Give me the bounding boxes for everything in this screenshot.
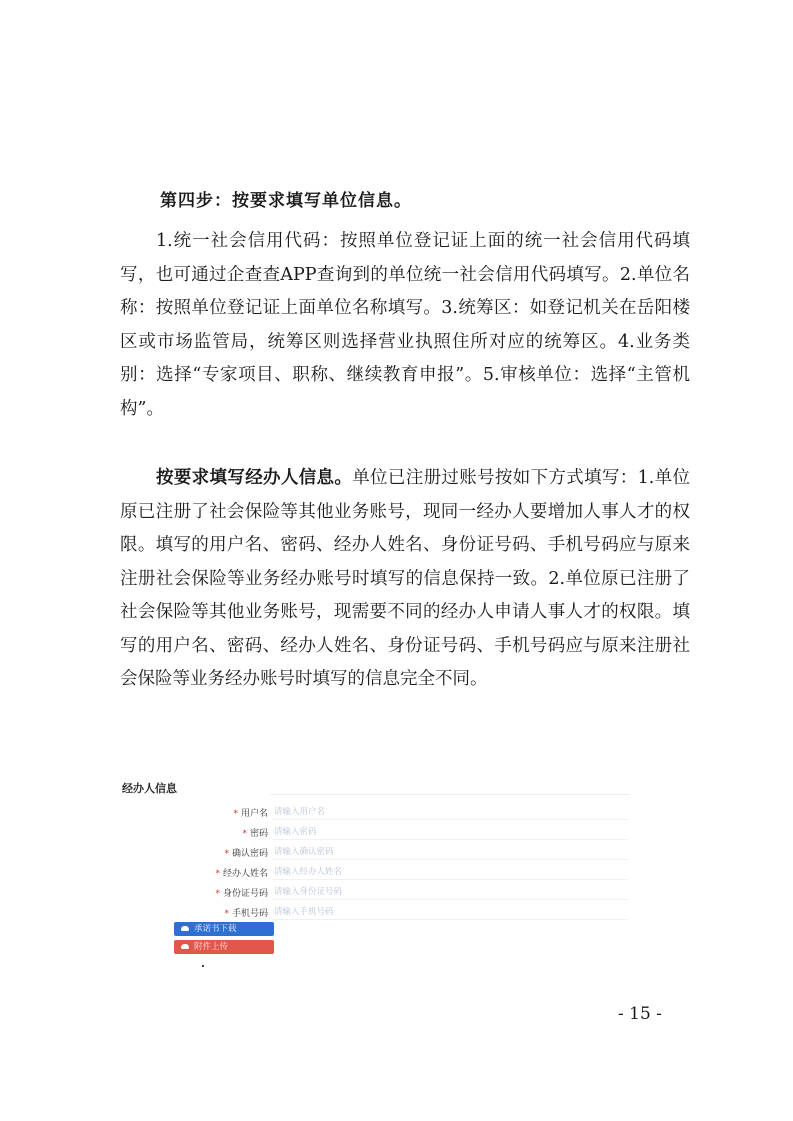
phone-label: * 手机号码	[224, 909, 268, 919]
attachment-upload-label: 附件上传	[194, 942, 229, 952]
password-input[interactable]: 请输入密码	[272, 824, 628, 840]
required-mark: *	[215, 869, 220, 879]
form-row-username	[120, 804, 640, 822]
required-mark: *	[215, 889, 220, 899]
operator-name-input[interactable]: 请输入经办人姓名	[272, 864, 628, 880]
cloud-icon	[181, 944, 189, 949]
phone-input[interactable]: 请输入手机号码	[272, 904, 628, 920]
operator-info-text: 单位已注册过账号按如下方式填写：1.单位原已注册了社会保险等其他业务账号，现同一经办人要增加人事人才的权限。填写的用户名、密码、经办人姓名、身份证号码、手机号码应与原来注册社会保险等业务经办账号时填写的信息保持一致。2.单位原已注册了社会保险等其他业务账号，现需要不同的经办人申请人事人才的权限。填写的用户名、密码、经办人姓名、身份证号码、手机号码应与原来注册社会保险等业务经办账号时填写的信息完全不同。	[120, 468, 690, 689]
scan-dot	[202, 965, 204, 967]
required-mark: *	[224, 849, 229, 859]
cloud-icon	[181, 926, 189, 931]
operator-form-screenshot	[120, 780, 640, 970]
username-input[interactable]: 请输入用户名	[272, 804, 628, 820]
operator-name-label: * 经办人姓名	[215, 869, 268, 879]
form-row-phone	[120, 904, 640, 922]
form-row-id-number	[120, 884, 640, 902]
password-label: * 密码	[242, 829, 268, 839]
form-row-operator-name	[120, 864, 640, 882]
id-number-label: * 身份证号码	[215, 889, 268, 899]
id-number-input[interactable]: 请输入身份证号码	[272, 884, 628, 900]
required-mark: *	[242, 829, 247, 839]
paragraph-unit-info: 1.统一社会信用代码：按照单位登记证上面的统一社会信用代码填写，也可通过企查查APP查询到的单位统一社会信用代码填写。2.单位名称：按照单位登记证上面单位名称填写。3.统筹区：如登记机关在岳阳楼区或市场监管局，统筹区则选择营业执照住所对应的统筹区。4.业务类别：选择“专家项目、职称、继续教育申报”。5.审核单位：选择“主管机构”。	[120, 231, 690, 419]
required-mark: *	[224, 909, 229, 919]
required-mark: *	[233, 809, 238, 819]
commitment-download-button[interactable]	[174, 922, 274, 936]
step-heading: 第四步：按要求填写单位信息。	[160, 191, 412, 211]
confirm-password-input[interactable]: 请输入确认密码	[272, 844, 628, 860]
operator-info-heading: 按要求填写经办人信息。	[156, 468, 353, 488]
form-title: 经办人信息	[122, 782, 177, 795]
attachment-upload-button[interactable]	[174, 940, 274, 954]
paragraph-operator-info	[120, 462, 690, 697]
confirm-password-label: * 确认密码	[224, 849, 268, 859]
page-number: - 15 -	[618, 1004, 662, 1024]
username-label: * 用户名	[233, 809, 268, 819]
form-row-confirm-password	[120, 844, 640, 862]
commitment-download-label: 承诺书下载	[194, 924, 237, 934]
form-divider	[270, 794, 630, 795]
form-row-password	[120, 824, 640, 842]
